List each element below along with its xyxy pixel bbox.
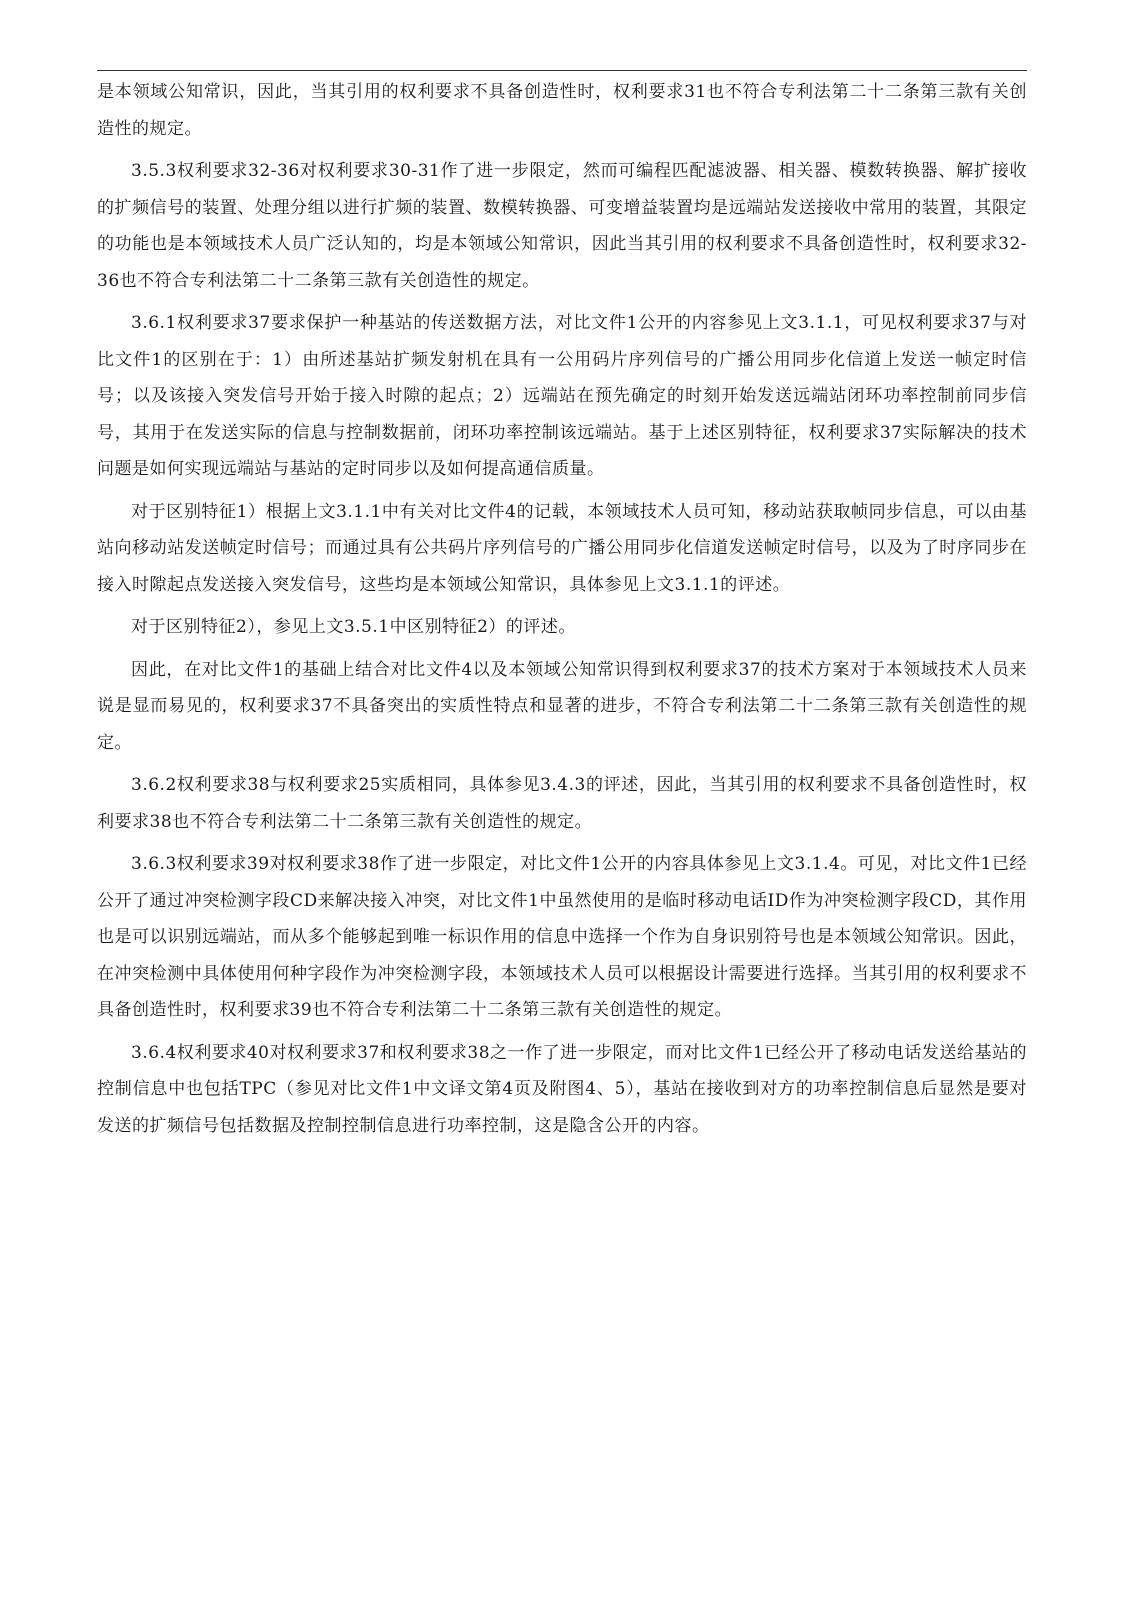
paragraph-feature-1: 对于区别特征1）根据上文3.1.1中有关对比文件4的记载，本领域技术人员可知，移动站获取帧同步信息，可以由基站向移动站发送帧定时信号；而通过具有公共码片序列信号的广播公用同步化信道发送帧定时信号，以及为了时序同步在接入时隙起点发送接入突发信号，这些均是本领域公知常识，具体参见上文3.1.1的评述。 — [97, 501, 1027, 595]
paragraph-conclusion-37: 因此，在对比文件1的基础上结合对比文件4以及本领域公知常识得到权利要求37的技术方案对于本领域技术人员来说是显而易见的，权利要求37不具备突出的实质性特点和显著的进步，不符合专利法第二十二条第三款有关创造性的规定。 — [97, 659, 1027, 753]
paragraph-3-5-3: 3.5.3权利要求32-36对权利要求30-31作了进一步限定，然而可编程匹配滤波器、相关器、模数转换器、解扩接收的扩频信号的装置、处理分组以进行扩频的装置、数模转换器、可变增益装置均是远端站发送接收中常用的装置，其限定的功能也是本领域技术人员广泛认知的，均是本领域公知常识，因此当其引用的权利要求不具备创造性时，权利要求32-36也不符合专利法第二十二条第三款有关创造性的规定。 — [97, 161, 1027, 291]
paragraph-feature-2: 对于区别特征2），参见上文3.5.1中区别特征2）的评述。 — [131, 617, 576, 637]
paragraph-continuation: 是本领域公知常识，因此，当其引用的权利要求不具备创造性时，权利要求31也不符合专利法第二十二条第三款有关创造性的规定。 — [97, 82, 1027, 139]
paragraph-3-6-3: 3.6.3权利要求39对权利要求38作了进一步限定，对比文件1公开的内容具体参见上文3.1.4。可见，对比文件1已经公开了通过冲突检测字段CD来解决接入冲突，对比文件1中虽然使用的是临时移动电话ID作为冲突检测字段CD，其作用也是可以识别远端站，而从多个能够起到唯一标识作用的信息中选择一个作为自身识别符号也是本领域公知常识。因此，在冲突检测中具体使用何种字段作为冲突检测字段，本领域技术人员可以根据设计需要进行选择。当其引用的权利要求不具备创造性时，权利要求39也不符合专利法第二十二条第三款有关创造性的规定。 — [97, 854, 1027, 1020]
paragraph-3-6-2: 3.6.2权利要求38与权利要求25实质相同，具体参见3.4.3的评述，因此，当其引用的权利要求不具备创造性时，权利要求38也不符合专利法第二十二条第三款有关创造性的规定。 — [97, 775, 1027, 832]
document-body — [97, 70, 1027, 1144]
paragraph-3-6-4: 3.6.4权利要求40对权利要求37和权利要求38之一作了进一步限定，而对比文件1已经公开了移动电话发送给基站的控制信息中也包括TPC（参见对比文件1中文译文第4页及附图4、5），基站在接收到对方的功率控制信息后显然是要对发送的扩频信号包括数据及控制控制信息进行功率控制，这是隐含公开的内容。 — [97, 1042, 1027, 1136]
paragraph-3-6-1: 3.6.1权利要求37要求保护一种基站的传送数据方法，对比文件1公开的内容参见上文3.1.1，可见权利要求37与对比文件1的区别在于：1）由所述基站扩频发射机在具有一公用码片序列信号的广播公用同步化信道上发送一帧定时信号；以及该接入突发信号开始于接入时隙的起点；2）远端站在预先确定的时刻开始发送远端站闭环功率控制前同步信号，其用于在发送实际的信息与控制数据前，闭环功率控制该远端站。基于上述区别特征，权利要求37实际解决的技术问题是如何实现远端站与基站的定时同步以及如何提高通信质量。 — [97, 313, 1027, 479]
